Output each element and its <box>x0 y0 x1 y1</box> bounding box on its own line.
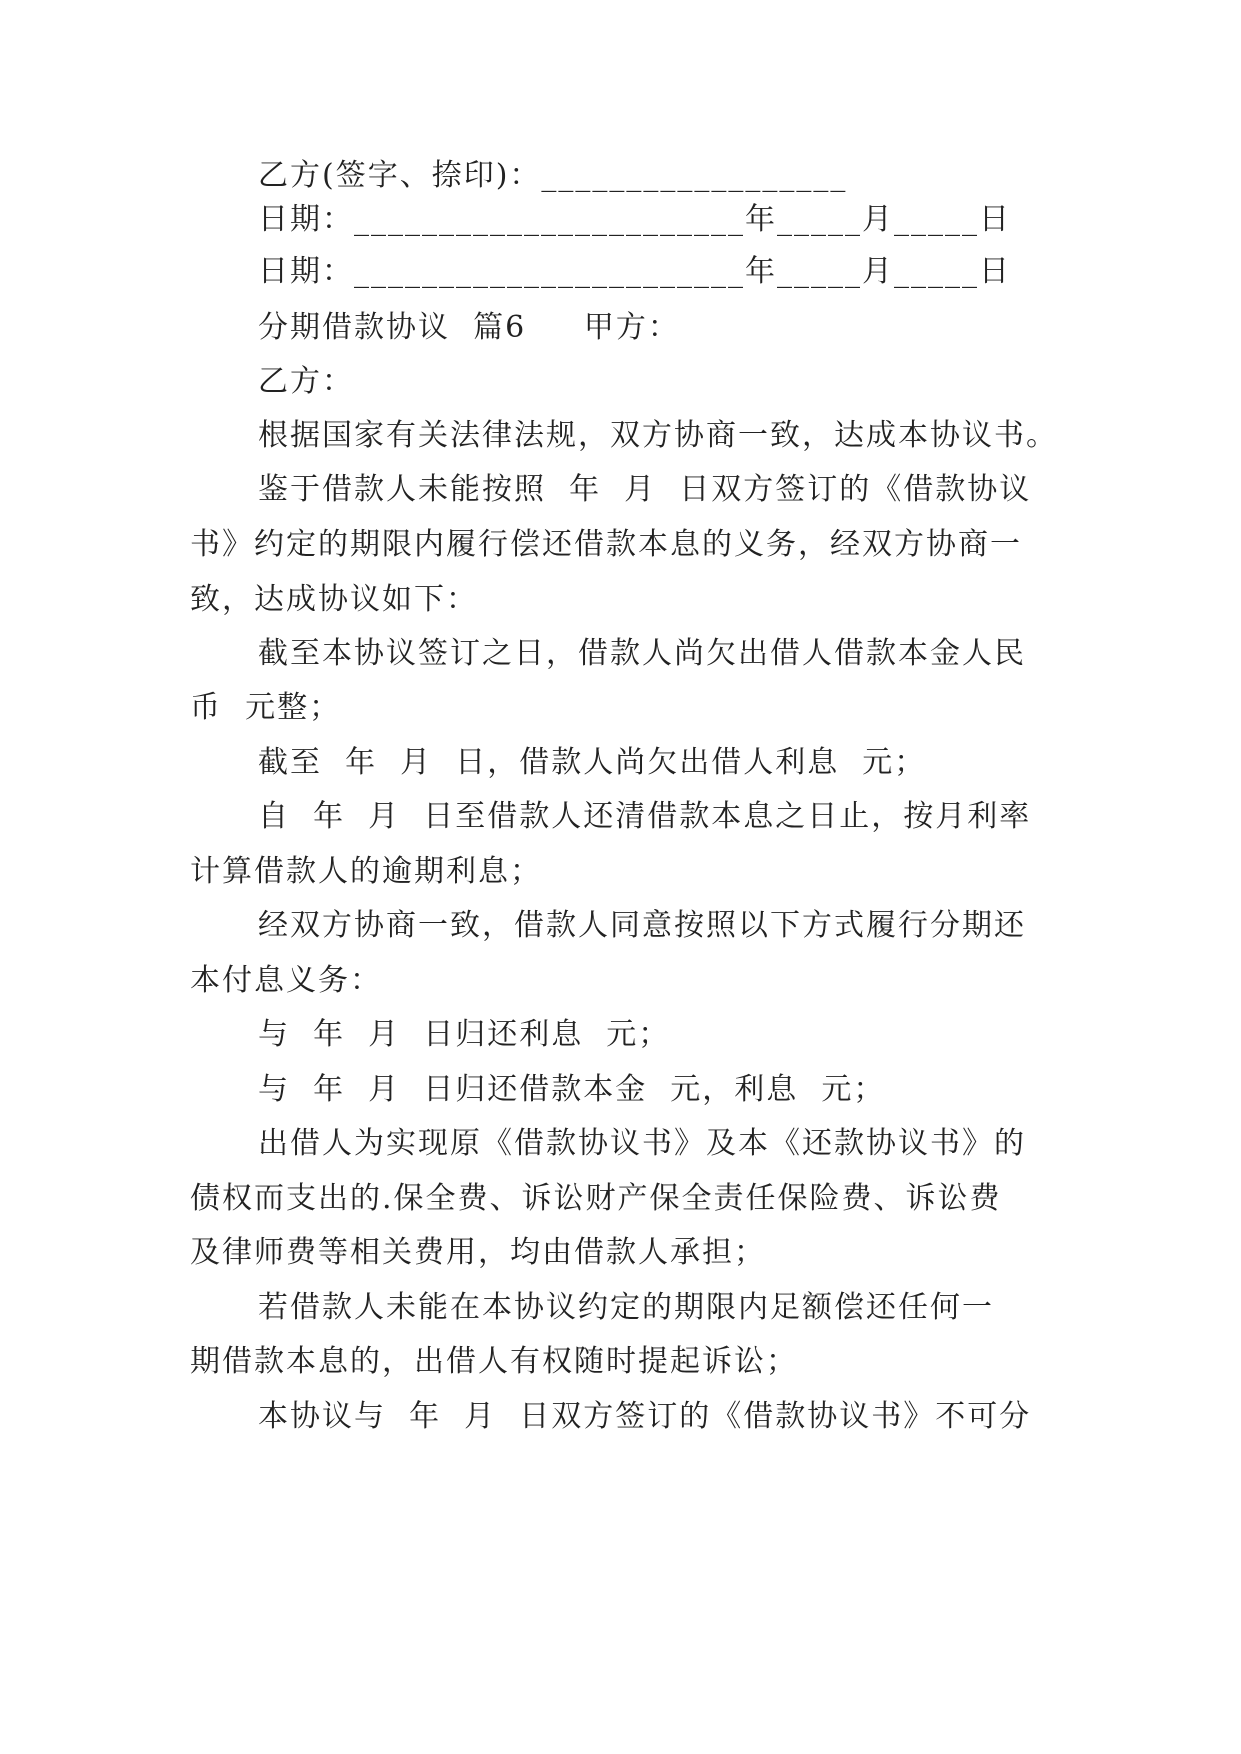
section-heading: 分期借款协议 篇6 甲方： <box>258 310 680 345</box>
paragraph-line: 截至本协议签订之日，借款人尚欠出借人借款本金人民 <box>258 636 1026 671</box>
signature-line-party-b: 乙方(签字、捺印)：__________________ <box>258 158 848 193</box>
paragraph-line: 根据国家有关法律法规，双方协商一致，达成本协议书。 <box>258 418 1058 453</box>
paragraph-line: 本付息义务： <box>190 963 382 998</box>
paragraph-line: 鉴于借款人未能按照 年 月 日双方签订的《借款协议 <box>258 472 1032 507</box>
paragraph-line: 币 元整； <box>190 690 342 725</box>
paragraph-line: 经双方协商一致，借款人同意按照以下方式履行分期还 <box>258 908 1026 943</box>
date-line-1: 日期：_______________________年_____月_____日 <box>258 202 1011 237</box>
paragraph-line: 本协议与 年 月 日双方签订的《借款协议书》不可分 <box>258 1399 1032 1434</box>
paragraph-line: 与 年 月 日归还利息 元； <box>258 1017 671 1052</box>
paragraph-line: 债权而支出的.保全费、诉讼财产保全责任保险费、诉讼费 <box>190 1181 1002 1216</box>
paragraph-line: 与 年 月 日归还借款本金 元，利息 元； <box>258 1072 886 1107</box>
date-line-2: 日期：_______________________年_____月_____日 <box>258 254 1011 289</box>
paragraph-line: 及律师费等相关费用，均由借款人承担； <box>190 1235 766 1270</box>
paragraph-line: 书》约定的期限内履行偿还借款本息的义务，经双方协商一 <box>190 527 1022 562</box>
paragraph-line: 致，达成协议如下： <box>190 582 478 617</box>
paragraph-line: 若借款人未能在本协议约定的期限内足额偿还任何一 <box>258 1290 994 1325</box>
party-b-label: 乙方： <box>258 364 354 399</box>
paragraph-line: 计算借款人的逾期利息； <box>190 854 542 889</box>
paragraph-line: 截至 年 月 日，借款人尚欠出借人利息 元； <box>258 745 927 780</box>
paragraph-line: 出借人为实现原《借款协议书》及本《还款协议书》的 <box>258 1126 1026 1161</box>
paragraph-line: 自 年 月 日至借款人还清借款本息之日止，按月利率 <box>258 799 1032 834</box>
paragraph-line: 期借款本息的，出借人有权随时提起诉讼； <box>190 1344 798 1379</box>
